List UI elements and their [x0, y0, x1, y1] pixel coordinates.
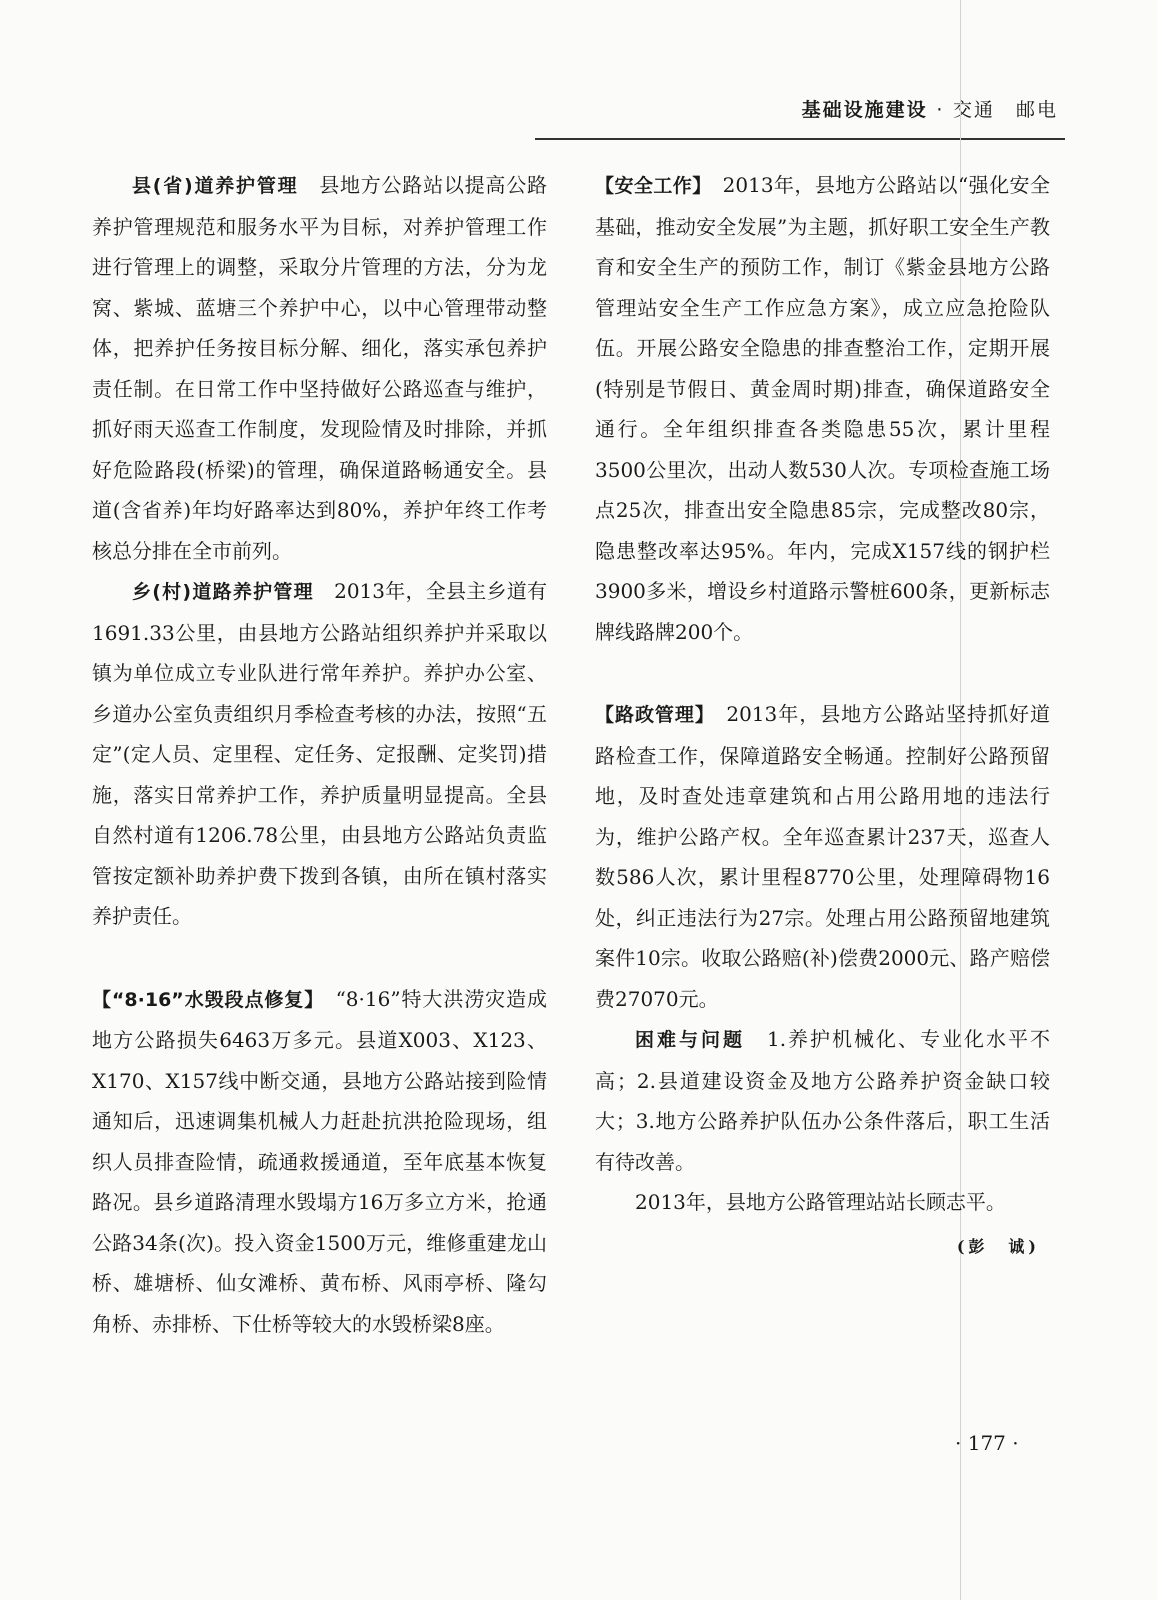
- safety-heading: 【安全工作】: [595, 175, 703, 197]
- author-credit: (彭 诚): [956, 1236, 1040, 1256]
- flood-repair-paragraph: [92, 979, 547, 1345]
- road-admin-heading: 【路政管理】: [595, 704, 706, 726]
- header-rule: [535, 138, 1065, 140]
- village-road-text: 2013年，全县主乡道有1691.33公里，由县地方公路站组织养护并采取以镇为单位成立专业队进行常年养护。养护办公室、乡道办公室负责组织月季检查考核的办法，按照“五定”(定人员、定里程、定任务、定报酬、定奖罚)措施，落实日常养护工作，养护质量明显提高。全县自然村道有1206.78公里，由县地方公路站负责监管按定额补助养护费下拨到各镇，由所在镇村落实养护责任。: [92, 579, 547, 928]
- right-column: [595, 165, 1050, 1267]
- county-road-paragraph: [92, 165, 547, 571]
- problems-text: 1.养护机械化、专业化水平不高；2.县道建设资金及地方公路养护资金缺口较大；3.地方公路养护队伍办公条件落后，职工生活有待改善。: [595, 1027, 1050, 1174]
- village-road-paragraph: [92, 571, 547, 937]
- header-separator: ·: [936, 99, 945, 121]
- director-paragraph: 2013年，县地方公路管理站站长顾志平。: [635, 1190, 1006, 1214]
- section-gap: [595, 652, 1050, 694]
- running-header: [736, 95, 1058, 122]
- safety-paragraph: [595, 165, 1050, 652]
- problems-paragraph: [595, 1019, 1050, 1182]
- village-road-heading: 乡(村)道路养护管理: [132, 581, 314, 603]
- page-number: · 177 ·: [955, 1431, 1019, 1455]
- section-gap: [92, 937, 547, 979]
- road-admin-text: 2013年，县地方公路站坚持抓好道路检查工作，保障道路安全畅通。控制好公路预留地，及时查处违章建筑和占用公路用地的违法行为，维护公路产权。全年巡查累计237天，巡查人数586人次，累计里程8770公里，处理障碍物16处，纠正违法行为27宗。处理占用公路预留地建筑案件10宗。收取公路赔(补)偿费2000元、路产赔偿费27070元。: [595, 702, 1050, 1011]
- flood-repair-heading: 【“8·16”水毁段点修复】: [92, 988, 315, 1011]
- header-section: 基础设施建设: [801, 99, 928, 121]
- county-road-heading: 县(省)道养护管理: [132, 175, 299, 197]
- left-column: [92, 165, 547, 1344]
- safety-text: 2013年，县地方公路站以“强化安全基础，推动安全发展”为主题，抓好职工安全生产教育和安全生产的预防工作，制订《紫金县地方公路管理站安全生产工作应急方案》，成立应急抢险队伍。开展公路安全隐患的排查整治工作，定期开展(特别是节假日、黄金周时期)排查，确保道路安全通行。全年组织排查各类隐患55次，累计里程3500公里次，出动人数530人次。专项检查施工场点25次，排查出安全隐患85宗，完成整改80宗，隐患整改率达95%。年内，完成X157线的钢护栏3900多米，增设乡村道路示警桩600条，更新标志牌线路牌200个。: [595, 173, 1051, 644]
- header-subsection: 交通 邮电: [952, 99, 1058, 121]
- problems-heading: 困难与问题: [635, 1029, 745, 1051]
- flood-repair-text: “8·16”特大洪涝灾造成地方公路损失6463万多元。县道X003、X123、X170、X157线中断交通，县地方公路站接到险情通知后，迅速调集机械人力赶赴抗洪抢险现场，组织人员排查险情，疏通救援通道，至年底基本恢复路况。县乡道路清理水毁塌方16万多立方米，抢通公路34条(次)。投入资金1500万元，维修重建龙山桥、雄塘桥、仙女滩桥、黄布桥、风雨亭桥、隆勾角桥、赤排桥、下仕桥等较大的水毁桥梁8座。: [92, 986, 548, 1336]
- road-admin-paragraph: [595, 694, 1050, 1019]
- county-road-text: 县地方公路站以提高公路养护管理规范和服务水平为目标，对养护管理工作进行管理上的调整，采取分片管理的方法，分为龙窝、紫城、蓝塘三个养护中心，以中心管理带动整体，把养护任务按目标分解、细化，落实承包养护责任制。在日常工作中坚持做好公路巡查与维护，抓好雨天巡查工作制度，发现险情及时排除，并抓好危险路段(桥梁)的管理，确保道路畅通安全。县道(含省养)年均好路率达到80%，养护年终工作考核总分排在全市前列。: [92, 173, 547, 563]
